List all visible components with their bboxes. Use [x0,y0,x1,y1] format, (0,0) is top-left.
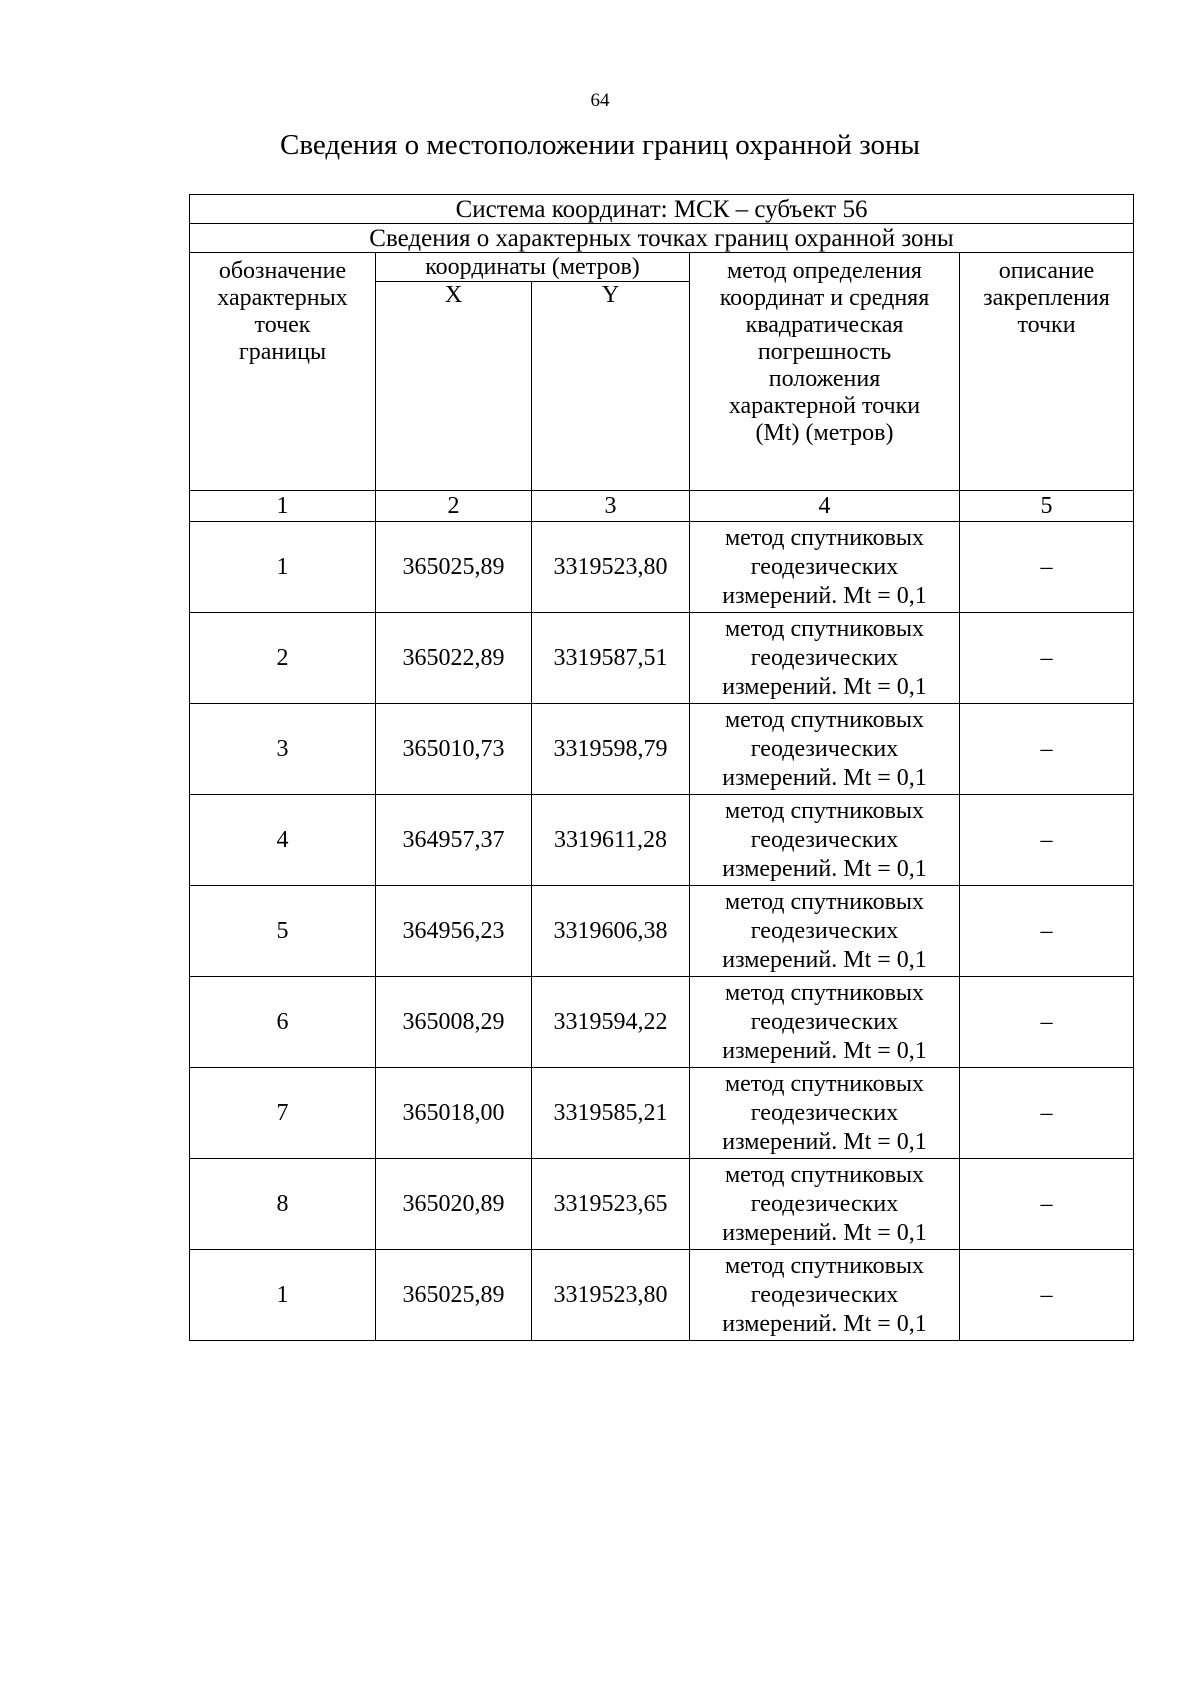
header-designation-line: характерных [217,285,348,311]
column-number: 5 [960,491,1134,522]
fixing-cell: – [960,704,1134,795]
method-cell [690,795,960,886]
method-line: геодезических [750,826,899,853]
x-coordinate-cell: 365020,89 [376,1159,532,1250]
table-row [190,886,1134,977]
header-x: X [376,282,532,491]
document-title: Сведения о местоположении границ охранной зоны [279,129,920,161]
table-row [190,977,1134,1068]
method-line: измерений. Mt = 0,1 [722,1128,927,1155]
header-designation-line: границы [238,339,327,365]
header-method-line: характерной точки [728,393,921,419]
method-cell [690,1250,960,1341]
method-line: измерений. Mt = 0,1 [722,582,927,609]
x-coordinate-cell: 365018,00 [376,1068,532,1159]
header-method [690,253,960,491]
method-line: метод спутниковых [724,1252,925,1279]
fixing-cell: – [960,795,1134,886]
y-coordinate-cell: 3319611,28 [532,795,690,886]
table-row [190,522,1134,613]
coordinate-system-caption: Система координат: МСК – субъект 56 [190,195,1134,224]
method-line: метод спутниковых [724,524,925,551]
point-number-cell: 1 [190,522,376,613]
boundary-points-table [189,194,1134,1341]
x-coordinate-cell: 365025,89 [376,522,532,613]
method-line: геодезических [750,917,899,944]
x-coordinate-cell: 365022,89 [376,613,532,704]
header-method-line: (Mt) (метров) [755,420,894,446]
fixing-cell: – [960,613,1134,704]
column-number: 1 [190,491,376,522]
header-fixing-line: закрепления [983,285,1110,311]
column-number: 4 [690,491,960,522]
header-method-line: координат и средняя [719,285,930,311]
fixing-cell: – [960,886,1134,977]
header-coordinates: координаты (метров) [376,253,690,282]
method-line: измерений. Mt = 0,1 [722,1310,927,1337]
fixing-cell: – [960,977,1134,1068]
method-line: метод спутниковых [724,1070,925,1097]
method-line: геодезических [750,1281,899,1308]
y-coordinate-cell: 3319585,21 [532,1068,690,1159]
header-y: Y [532,282,690,491]
x-coordinate-cell: 364957,37 [376,795,532,886]
table-row [190,795,1134,886]
method-line: измерений. Mt = 0,1 [722,946,927,973]
method-cell [690,1068,960,1159]
fixing-cell: – [960,522,1134,613]
method-line: метод спутниковых [724,797,925,824]
point-number-cell: 3 [190,704,376,795]
x-coordinate-cell: 364956,23 [376,886,532,977]
method-line: геодезических [750,1190,899,1217]
header-designation [190,253,376,491]
point-number-cell: 6 [190,977,376,1068]
header-fixing-line: точки [1017,312,1076,338]
section-caption: Сведения о характерных точках границ охранной зоны [190,224,1134,253]
x-coordinate-cell: 365008,29 [376,977,532,1068]
method-line: измерений. Mt = 0,1 [722,1219,927,1246]
table-row [190,704,1134,795]
column-number: 3 [532,491,690,522]
header-fixing [960,253,1134,491]
method-line: геодезических [750,1008,899,1035]
page-number: 64 [590,90,610,111]
y-coordinate-cell: 3319523,80 [532,1250,690,1341]
method-line: измерений. Mt = 0,1 [722,1037,927,1064]
column-number: 2 [376,491,532,522]
point-number-cell: 7 [190,1068,376,1159]
method-line: измерений. Mt = 0,1 [722,855,927,882]
method-line: метод спутниковых [724,706,925,733]
x-coordinate-cell: 365010,73 [376,704,532,795]
method-cell [690,977,960,1068]
method-line: метод спутниковых [724,615,925,642]
method-cell [690,1159,960,1250]
point-number-cell: 4 [190,795,376,886]
table-row [190,1068,1134,1159]
header-fixing-line: описание [998,258,1095,284]
method-cell [690,704,960,795]
fixing-cell: – [960,1068,1134,1159]
table-row [190,613,1134,704]
x-coordinate-cell: 365025,89 [376,1250,532,1341]
method-line: метод спутниковых [724,888,925,915]
y-coordinate-cell: 3319598,79 [532,704,690,795]
table-row [190,1159,1134,1250]
point-number-cell: 2 [190,613,376,704]
header-designation-line: обозначение [218,258,347,284]
method-line: геодезических [750,1099,899,1126]
method-line: геодезических [750,735,899,762]
header-method-line: положения [768,366,881,392]
header-designation-line: точек [254,312,311,338]
header-method-line: погрешность [757,339,892,365]
method-line: геодезических [750,553,899,580]
method-cell [690,613,960,704]
method-line: измерений. Mt = 0,1 [722,673,927,700]
y-coordinate-cell: 3319523,80 [532,522,690,613]
y-coordinate-cell: 3319587,51 [532,613,690,704]
y-coordinate-cell: 3319523,65 [532,1159,690,1250]
point-number-cell: 5 [190,886,376,977]
y-coordinate-cell: 3319594,22 [532,977,690,1068]
point-number-cell: 1 [190,1250,376,1341]
y-coordinate-cell: 3319606,38 [532,886,690,977]
fixing-cell: – [960,1159,1134,1250]
method-line: метод спутниковых [724,979,925,1006]
fixing-cell: – [960,1250,1134,1341]
table-row [190,1250,1134,1341]
method-line: измерений. Mt = 0,1 [722,764,927,791]
header-method-line: квадратическая [745,312,904,338]
point-number-cell: 8 [190,1159,376,1250]
method-cell [690,522,960,613]
method-cell [690,886,960,977]
method-line: геодезических [750,644,899,671]
column-number-row [190,491,1134,522]
method-line: метод спутниковых [724,1161,925,1188]
header-method-line: метод определения [727,258,922,284]
